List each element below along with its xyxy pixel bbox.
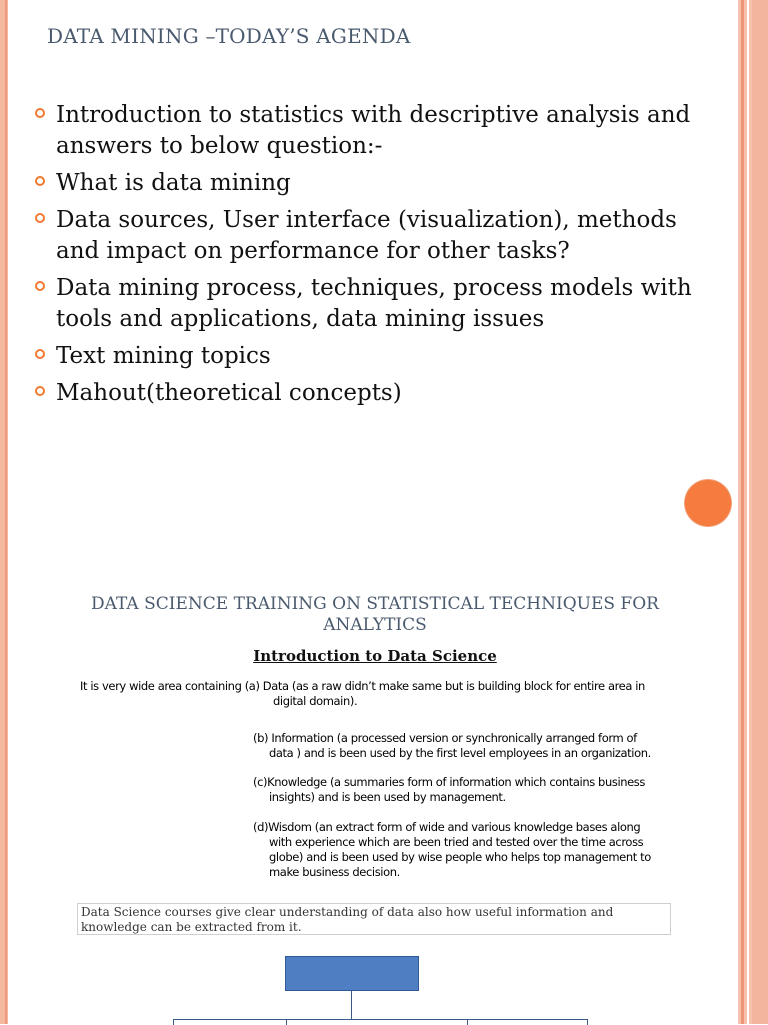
paragraph-knowledge: (c)Knowledge (a summaries form of information which contains business insights) and is been used by management. [253, 775, 645, 804]
flowchart-box [285, 956, 419, 991]
paragraph-data: It is very wide area containing (a) Data (as a raw didn’t make same but is building block for entire area in digital domain). [80, 679, 645, 708]
flowchart-connector-tick [286, 1019, 287, 1025]
section-heading: Introduction to Data Science [253, 647, 497, 665]
flowchart-connector-horizontal [173, 1019, 588, 1020]
bullet-icon [35, 176, 45, 186]
paragraph-wisdom: (d)Wisdom (an extract form of wide and various knowledge bases along with experience which are been tried and tested over the time across globe) and is been used by wise people who helps top management to make business decision. [253, 820, 651, 879]
list-item: Mahout(theoretical concepts) [34, 378, 714, 409]
flowchart-connector-tick [467, 1019, 468, 1025]
left-border-decoration [0, 0, 8, 1024]
bullet-icon [35, 281, 45, 291]
bullet-icon [35, 213, 45, 223]
list-item: Introduction to statistics with descriptive analysis and answers to below question:- [34, 100, 714, 162]
orange-circle-decoration [685, 480, 731, 526]
bullet-icon [35, 386, 45, 396]
flowchart-connector-tick [587, 1019, 588, 1025]
bullet-icon [35, 108, 45, 118]
flowchart-connector [351, 991, 352, 1020]
list-item: Data mining process, techniques, process models with tools and applications, data mining issues [34, 273, 714, 335]
courses-text-box: Data Science courses give clear understanding of data also how useful information and knowledge can be extracted from it. [77, 903, 671, 935]
list-item: What is data mining [34, 168, 714, 199]
paragraph-information: (b) Information (a processed version or synchronically arranged form of data ) and is been used by the first level employees in an organization. [253, 731, 651, 760]
list-item: Text mining topics [34, 341, 714, 372]
list-item: Data sources, User interface (visualization), methods and impact on performance for other tasks? [34, 205, 714, 267]
slide2-title: DATA SCIENCE TRAINING ON STATISTICAL TECHNIQUES FOR ANALYTICS [91, 594, 659, 635]
slide-title: DATA MINING –TODAY’S AGENDA [47, 24, 411, 48]
right-border-decoration [738, 0, 768, 1024]
flowchart-connector-tick [173, 1019, 174, 1025]
bullet-icon [35, 349, 45, 359]
agenda-list [34, 100, 714, 415]
